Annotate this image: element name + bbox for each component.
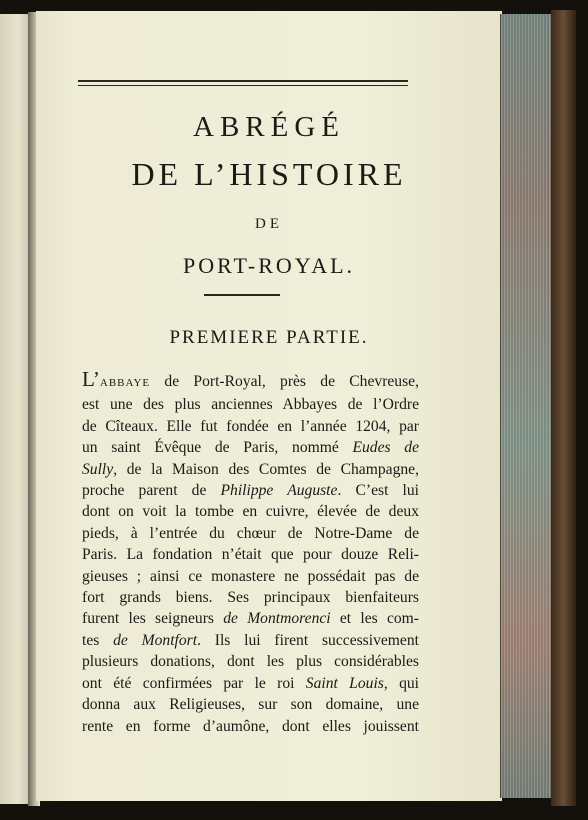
text-line: donna aux Religieuses, sur son domaine, une [82, 696, 419, 714]
small-caps-word: ABBAYE [99, 377, 151, 389]
text-fragment: proche parent de [82, 482, 221, 500]
text-line: Paris. La fondation n’était que pour douze Reli- [82, 546, 419, 564]
text-fragment: . C’est lui [337, 482, 419, 500]
italic-name: de Montfort [113, 631, 198, 649]
text-fragment: ont été confirmées par le roi [82, 674, 306, 692]
italic-name: de Montmorenci [223, 610, 331, 628]
text-fragment: , de la Maison des Comtes de Champagne, [113, 460, 419, 478]
text-fragment: de Port-Royal, près de Chevreuse, [150, 373, 419, 390]
title-divider-rule [204, 294, 280, 296]
title-line-abrege: ABRÉGÉ [193, 111, 345, 143]
text-fragment: furent les seigneurs [82, 610, 224, 628]
section-heading: PREMIERE PARTIE. [169, 327, 369, 348]
text-line: pieds, à l’entrée du chœur de Notre-Dame de [82, 524, 419, 542]
initial-letter: L’ [82, 367, 100, 391]
text-line [82, 437, 419, 458]
header-double-rule [78, 80, 408, 86]
italic-name: Philippe Auguste [220, 482, 338, 500]
text-fragment: tes [82, 631, 114, 649]
text-line [82, 673, 419, 694]
facing-page-edge [0, 14, 30, 804]
text-line [82, 459, 419, 480]
text-line: gieuses ; ainsi ce monastere ne possédait pas de [82, 567, 419, 585]
text-fragment: et les com- [330, 610, 419, 628]
text-line [82, 480, 419, 501]
text-line: fort grands biens. Ses principaux bienfaiteurs [82, 589, 419, 607]
text-line [82, 369, 419, 394]
text-fragment: un saint Évêque de Paris, nommé [82, 439, 353, 457]
book-page [36, 11, 502, 801]
body-paragraph [82, 369, 419, 737]
text-fragment: . Ils lui firent successivement [197, 631, 419, 649]
title-line-port-royal: PORT-ROYAL. [182, 253, 356, 278]
text-fragment: , qui [383, 674, 419, 692]
title-line-de: DE [255, 216, 283, 232]
italic-name: Saint Louis [305, 674, 384, 692]
italic-name: Eudes de [352, 439, 419, 457]
text-line: de Cîteaux. Elle fut fondée en l’année 1204, par [82, 417, 419, 435]
title-line-histoire: DE L’HISTOIRE [131, 156, 407, 192]
text-line [82, 608, 419, 629]
text-line: dont on voit la tombe en cuivre, élevée de deux [82, 503, 419, 521]
text-line: plusieurs donations, dont les plus considérables [82, 653, 419, 671]
text-line: est une des plus anciennes Abbayes de l’Ordre [82, 396, 419, 414]
text-line [82, 630, 419, 651]
text-line: rente en forme d’aumône, dont elles jouissent [82, 717, 419, 735]
book-cover-edge [551, 10, 576, 806]
italic-name: Sully [82, 460, 114, 478]
page-edges [500, 14, 553, 798]
